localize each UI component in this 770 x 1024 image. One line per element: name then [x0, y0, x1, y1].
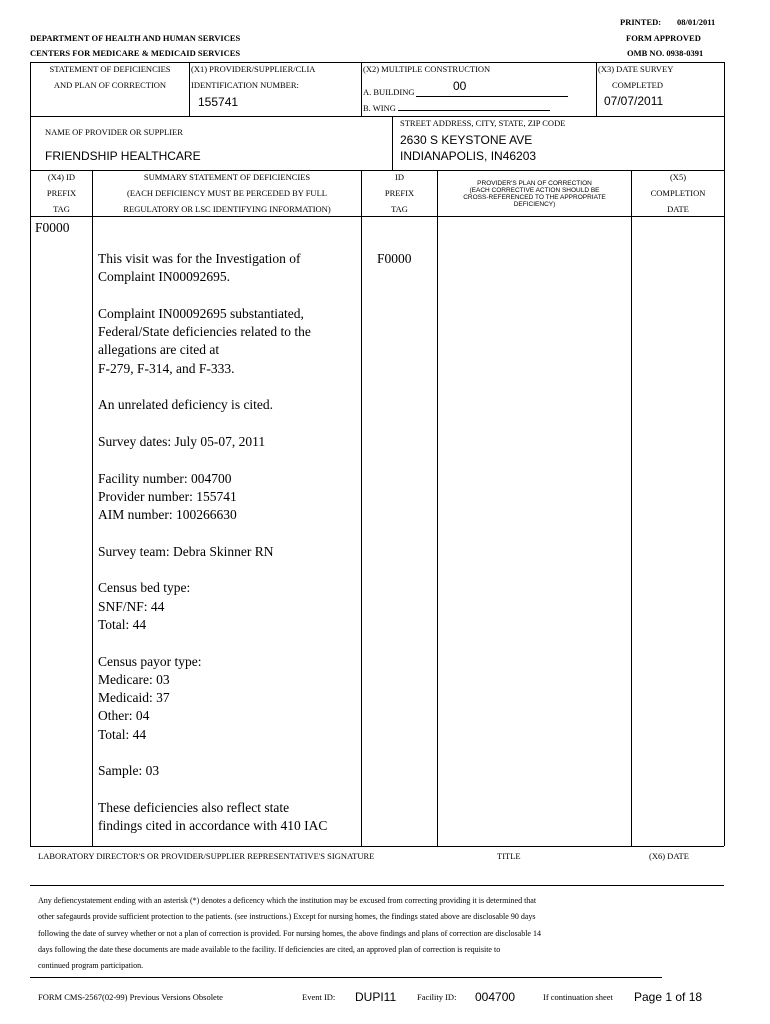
paragraph-census-bed: Census bed type: SNF/NF: 44 Total: 44 — [98, 580, 191, 632]
x4-header-1: (X4) ID — [47, 172, 76, 182]
deficiency-text — [98, 250, 327, 854]
paragraph-visit: This visit was for the Investigation of Complaint IN00092695. — [98, 251, 301, 285]
x5-header-2: COMPLETION — [650, 188, 706, 198]
x5-header-3: DATE — [667, 204, 689, 214]
x6-date-label: (X6) DATE — [649, 851, 689, 861]
address-label: STREET ADDRESS, CITY, STATE, ZIP CODE — [400, 118, 566, 128]
statement-label-2: AND PLAN OF CORRECTION — [53, 80, 167, 90]
plan-header-1: PROVIDER'S PLAN OF CORRECTION — [477, 180, 592, 187]
summary-header-2: (EACH DEFICIENCY MUST BE PERCEDED BY FULL — [127, 188, 327, 198]
form-number: FORM CMS-2567(02-99) Previous Versions Obsolete — [38, 992, 223, 1002]
paragraph-survey-team: Survey team: Debra Skinner RN — [98, 543, 274, 559]
department-title: DEPARTMENT OF HEALTH AND HUMAN SERVICES — [30, 33, 241, 43]
left-tag: F0000 — [35, 220, 70, 235]
paragraph-unrelated: An unrelated deficiency is cited. — [98, 397, 274, 413]
x5-header-1: (X5) — [669, 172, 687, 182]
paragraph-sample: Sample: 03 — [98, 763, 160, 779]
paragraph-state-findings: These deficiencies also reflect state findings cited in accordance with 410 IAC — [98, 799, 328, 834]
x4-header-2: PREFIX — [46, 188, 77, 198]
id-header-1: ID — [395, 172, 404, 182]
address-line-2: INDIANAPOLIS, IN46203 — [400, 149, 537, 163]
x1-label-2: IDENTIFICATION NUMBER: — [191, 80, 299, 90]
x3-label-1: (X3) DATE SURVEY — [598, 64, 674, 74]
facility-id-label: Facility ID: — [417, 992, 457, 1002]
title-label: TITLE — [497, 851, 521, 861]
paragraph-facility: Facility number: 004700 Provider number: 155741 AIM number: 100266630 — [98, 470, 237, 523]
provider-name: FRIENDSHIP HEALTHCARE — [45, 149, 201, 163]
summary-header-3: REGULATORY OR LSC IDENTIFYING INFORMATION) — [123, 204, 331, 214]
statement-label-1: STATEMENT OF DEFICIENCIES — [49, 64, 171, 74]
footer-divider — [30, 977, 662, 978]
signature-label: LABORATORY DIRECTOR'S OR PROVIDER/SUPPLIER REPRESENTATIVE'S SIGNATURE — [38, 851, 375, 861]
plan-header-2: (EACH CORRECTIVE ACTION SHOULD BE — [469, 187, 600, 194]
x1-provider-id: 155741 — [198, 95, 239, 109]
printed-date: 08/01/2011 — [677, 17, 716, 27]
building-label: A. BUILDING — [363, 87, 415, 97]
paragraph-census-payor: Census payor type: Medicare: 03 Medicaid: 37 Other: 04 Total: 44 — [98, 653, 202, 742]
centers-title: CENTERS FOR MEDICARE & MEDICAID SERVICES — [30, 48, 241, 58]
provider-name-label: NAME OF PROVIDER OR SUPPLIER — [45, 127, 183, 137]
address-line-1: 2630 S KEYSTONE AVE — [400, 133, 533, 147]
x1-label-1: (X1) PROVIDER/SUPPLIER/CLIA — [191, 64, 316, 74]
id-header-2: PREFIX — [384, 188, 415, 198]
id-header-3: TAG — [391, 204, 408, 214]
facility-id-value: 004700 — [475, 990, 516, 1004]
page-number: Page 1 of 18 — [634, 990, 703, 1004]
building-value: 00 — [453, 79, 467, 93]
continuation-label: If continuation sheet — [543, 992, 613, 1002]
plan-header-3: CROSS-REFERENCED TO THE APPROPRIATE — [463, 194, 606, 201]
plan-header-4: DEFICIENCY) — [513, 201, 556, 208]
form-approved: FORM APPROVED — [626, 33, 701, 43]
disclaimer: Any defiencystatement ending with an asterisk (*) denotes a deficency which the institution may be excused from correcting providing it is determined that other safegaurds provide sufficient protection to the patients. (see instructions.) Except for nursing homes, the findings stated above are disclosable 90 days following the date of survey whether or not a plan of correction is provided. For nursing homes, the above findings and plans of correction are disclosable 14 days following the date these documents are made available to the facility. If deficiencies are cited, an approved plan of correction is requisite to continued program participation. — [38, 896, 541, 971]
x3-label-2: COMPLETED — [612, 80, 663, 90]
paragraph-survey-dates: Survey dates: July 05-07, 2011 — [98, 433, 266, 449]
printed-label: PRINTED: — [620, 17, 662, 27]
event-id-value: DUPI11 — [355, 990, 397, 1004]
x3-survey-date: 07/07/2011 — [604, 94, 664, 108]
right-tag: F0000 — [377, 251, 412, 266]
event-id-label: Event ID: — [302, 992, 336, 1002]
x4-header-3: TAG — [53, 204, 70, 214]
x2-label: (X2) MULTIPLE CONSTRUCTION — [363, 64, 491, 74]
wing-label: B. WING — [363, 103, 396, 113]
paragraph-complaint: Complaint IN00092695 substantiated, Federal/State deficiencies related to the allegations are cited at F-279, F-314, and F-333. — [98, 305, 311, 376]
summary-header-1: SUMMARY STATEMENT OF DEFICIENCIES — [143, 172, 311, 182]
omb-number: OMB NO. 0938-0391 — [627, 48, 704, 58]
